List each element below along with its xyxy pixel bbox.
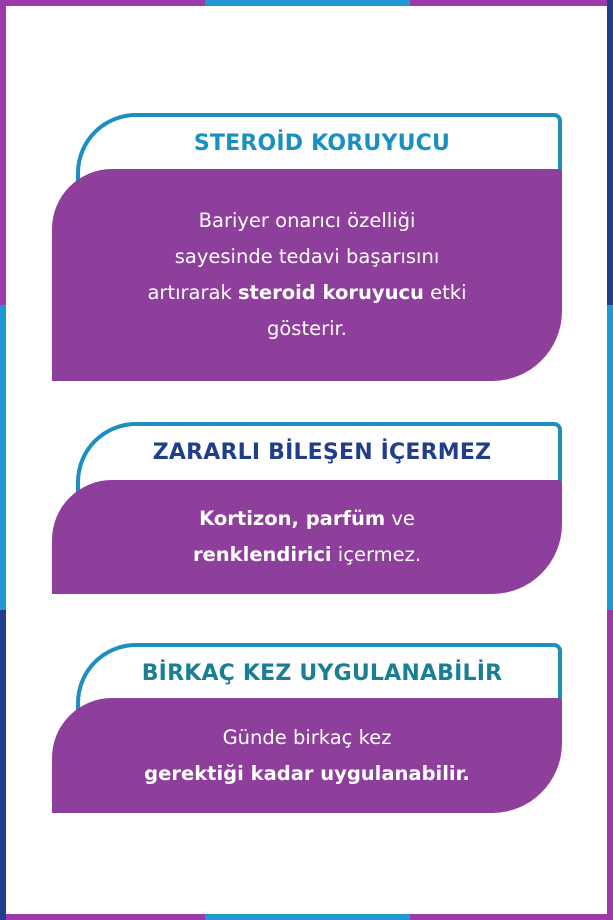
card-title: ZARARLI BİLEŞEN İÇERMEZ — [152, 439, 492, 465]
card-text-line — [267, 311, 347, 347]
card-text-line — [144, 756, 470, 792]
card-text-bold: steroid koruyucu — [237, 281, 424, 304]
card-text: etki — [423, 281, 467, 304]
card-text: sayesinde tedavi başarısını — [174, 245, 440, 268]
feature-card-steroid — [52, 113, 562, 381]
card-text-line — [199, 501, 415, 537]
card-title: BİRKAÇ KEZ UYGULANABİLİR — [141, 660, 503, 686]
card-text-line — [223, 720, 392, 756]
card-text: Günde birkaç kez — [222, 725, 392, 749]
card-text-line — [193, 537, 421, 573]
card-text-bold: renklendirici — [192, 543, 332, 566]
card-text: gösterir. — [267, 317, 347, 340]
card-text-bold: gerektiği kadar uygulanabilir. — [144, 761, 470, 785]
card-body — [52, 698, 562, 813]
card-text: içermez. — [331, 543, 422, 566]
card-body — [52, 480, 562, 594]
card-text-bold: Kortizon, parfüm — [199, 507, 386, 530]
feature-card-multiple — [52, 643, 562, 813]
card-body — [52, 169, 562, 381]
card-text: artırarak — [147, 281, 238, 304]
card-text-line — [147, 275, 466, 311]
card-text: Bariyer onarıcı özelliği — [198, 209, 416, 232]
card-title: STEROİD KORUYUCU — [193, 130, 451, 156]
card-text-line — [199, 203, 416, 239]
card-text-line — [175, 239, 440, 275]
feature-card-harmless — [52, 422, 562, 594]
card-text: ve — [385, 507, 415, 530]
